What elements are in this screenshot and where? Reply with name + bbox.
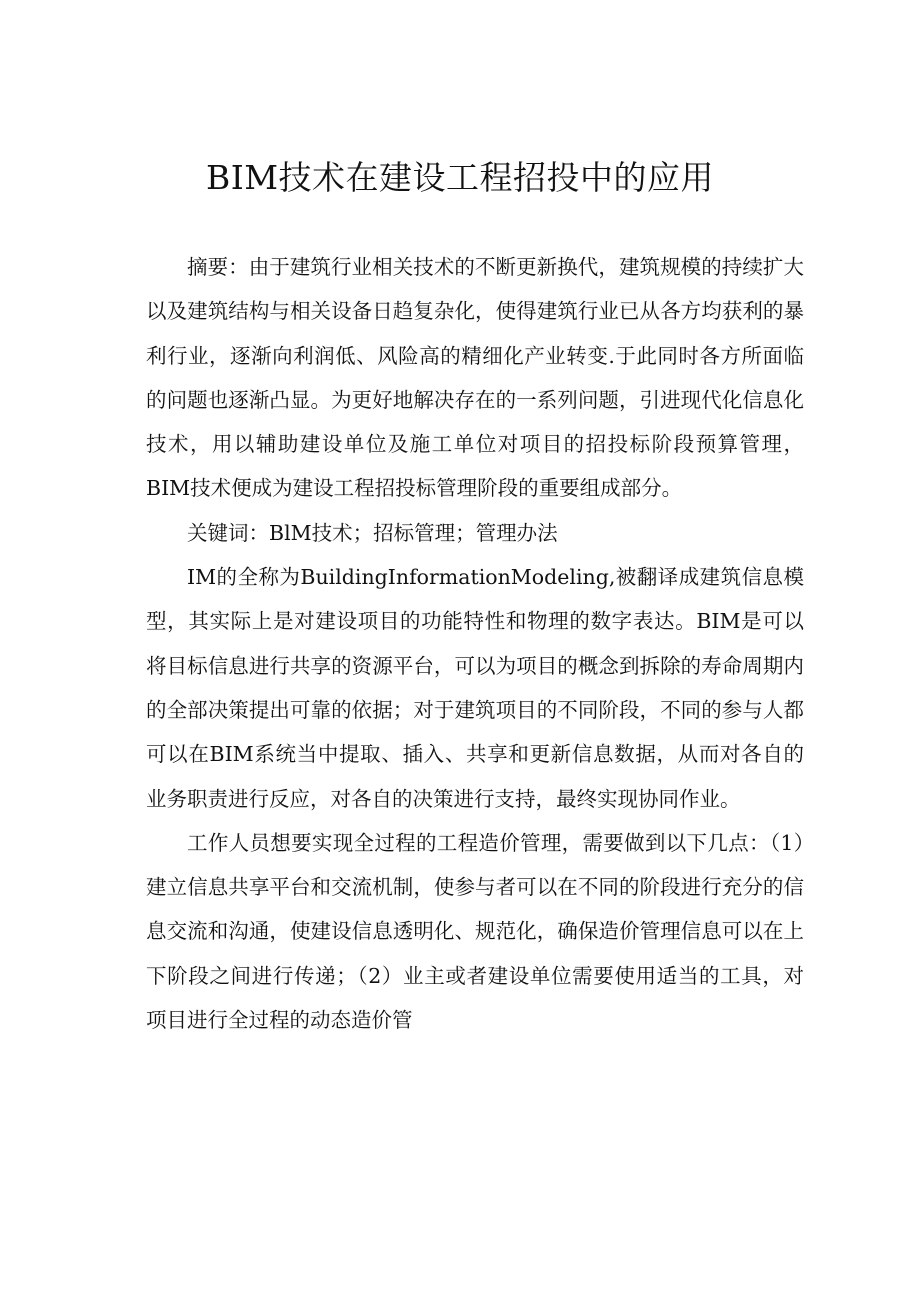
body-paragraph-cost-management: 工作人员想要实现全过程的工程造价管理，需要做到以下几点：（1）建立信息共享平台和交流机制，使参与者可以在不同的阶段进行充分的信息交流和沟通，使建设信息透明化、规范化，确保造价管理信息可以在上下阶段之间进行传递；（2）业主或者建设单位需要使用适当的工具，对项目进行全过程的动态造价管 [146, 830, 804, 1033]
document-title: BIM技术在建设工程招投中的应用 [205, 158, 715, 197]
keywords-paragraph: 关键词：BlM技术；招标管理；管理办法 [187, 520, 558, 545]
body-paragraph-bim-definition: IM的全称为BuildingInformationModeling,被翻译成建筑信息模型，其实际上是对建设项目的功能特性和物理的数字表达。BIM是可以将目标信息进行共享的资源平台，可以为项目的概念到拆除的寿命周期内的全部决策提出可靠的依据；对于建筑项目的不同阶段，不同的参与人都可以在BIM系统当中提取、插入、共享和更新信息数据，从而对各自的业务职责进行反应，对各自的决策进行支持，最终实现协同作业。 [146, 565, 804, 811]
abstract-paragraph: 摘要：由于建筑行业相关技术的不断更新换代，建筑规模的持续扩大以及建筑结构与相关设备日趋复杂化，使得建筑行业已从各方均获利的暴利行业，逐渐向利润低、风险高的精细化产业转变.于此同时各方所面临的问题也逐渐凸显。为更好地解决存在的一系列问题，引进现代化信息化技术，用以辅助建设单位及施工单位对项目的招投标阶段预算管理，BIM技术便成为建设工程招投标管理阶段的重要组成部分。 [146, 255, 804, 501]
document-body [146, 245, 804, 1042]
